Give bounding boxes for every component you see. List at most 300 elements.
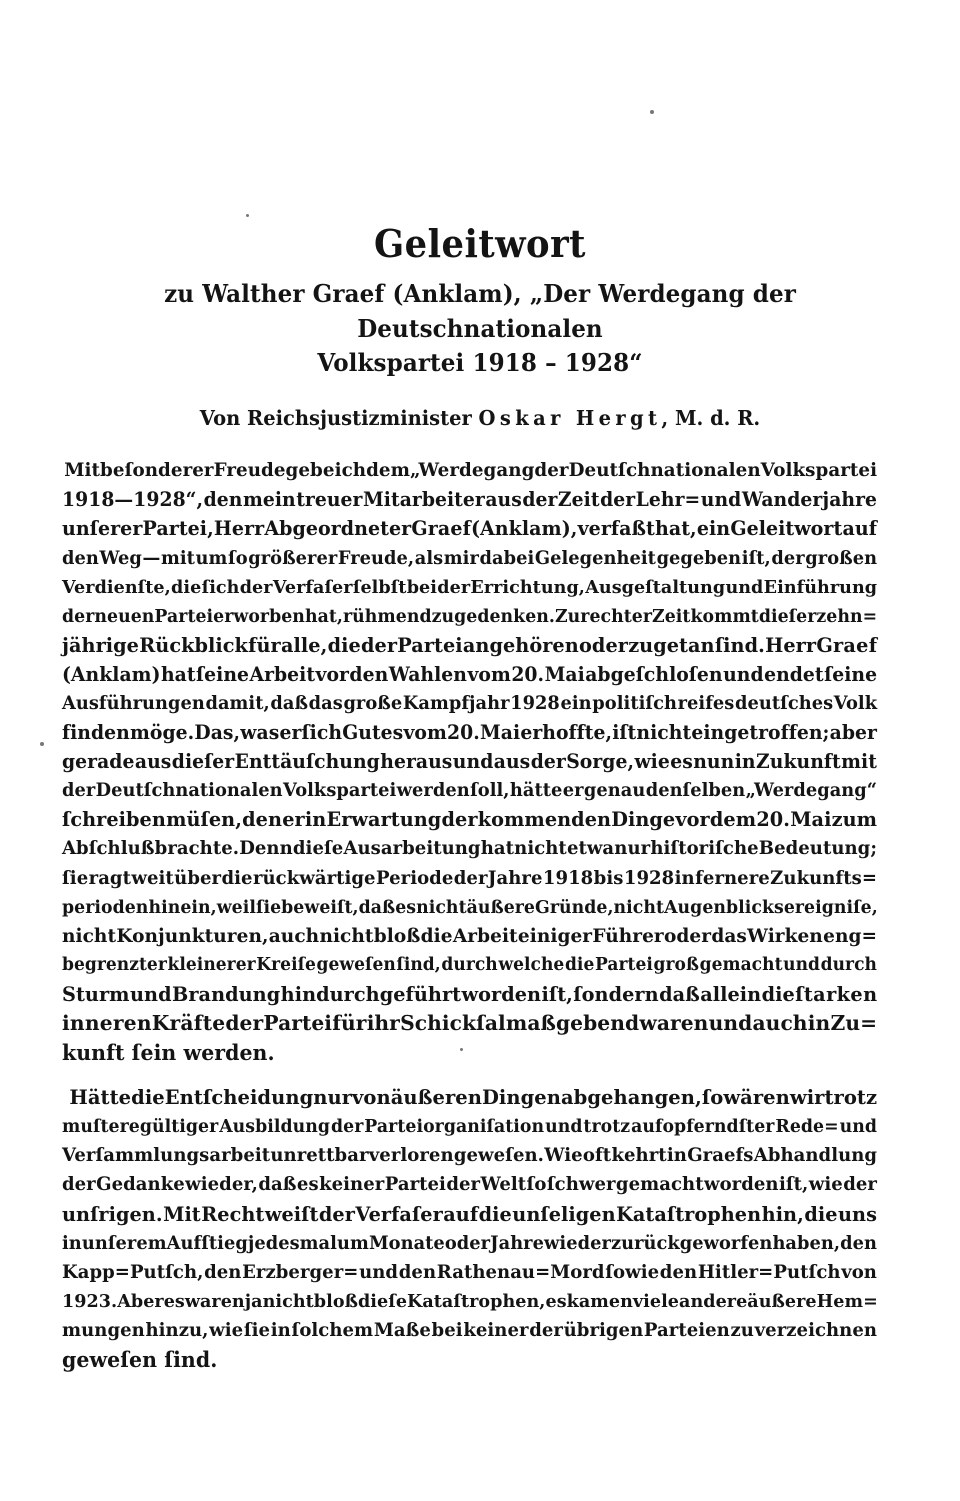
word: politiſch	[592, 692, 677, 714]
word: allein	[700, 981, 762, 1006]
word: rechter	[580, 605, 653, 627]
word: Mit	[64, 459, 101, 482]
word: n	[84, 1011, 100, 1036]
word: G	[816, 632, 833, 657]
word: ragt	[88, 867, 131, 889]
word: ſ	[795, 981, 804, 1006]
word: Maße	[373, 1319, 431, 1341]
word: die	[420, 924, 453, 947]
word: ä	[180, 1011, 194, 1036]
word: a	[813, 981, 826, 1006]
word: den	[659, 1261, 698, 1283]
word: deutſches	[735, 692, 834, 714]
text-line	[62, 1316, 877, 1345]
word: der	[361, 632, 398, 657]
word: hin,	[761, 1201, 804, 1226]
word: Freude,	[337, 547, 415, 569]
word: Volkspartei	[282, 780, 397, 802]
scan-speckle	[40, 742, 44, 746]
word: von	[352, 1085, 391, 1110]
word: daß	[659, 981, 700, 1006]
text-line	[62, 980, 877, 1009]
word: der	[600, 488, 636, 512]
word: Errichtung,	[470, 576, 585, 598]
word: das	[308, 692, 343, 714]
word: es	[296, 1174, 319, 1196]
word: gedenken.	[454, 605, 555, 627]
word: Kataſtrophen	[616, 1201, 762, 1226]
word: Erwartung	[326, 807, 442, 832]
word: es	[670, 750, 693, 774]
word: kleinerer	[167, 954, 256, 975]
text-line	[62, 485, 877, 514]
word: den	[398, 1261, 437, 1283]
word: iſt,	[541, 981, 573, 1006]
word: r	[112, 1011, 124, 1036]
word: Zu=	[830, 1011, 878, 1036]
word: ſind,	[396, 954, 441, 975]
word: Partei	[384, 1174, 446, 1196]
word: die	[327, 632, 361, 657]
word: Sorge,	[566, 750, 635, 774]
word: Deutſchnationalen	[568, 459, 761, 482]
word: e	[856, 632, 869, 657]
word: es	[395, 896, 417, 918]
word: das	[711, 924, 747, 947]
word: er	[282, 807, 305, 832]
word: hinein,	[148, 896, 217, 918]
word: zu	[431, 605, 455, 627]
word: oft	[582, 1145, 612, 1167]
word: maßgebend	[505, 1011, 640, 1036]
byline-author: Oskar Hergt	[478, 406, 662, 431]
word: etwa	[566, 838, 615, 860]
word: gebe	[285, 459, 335, 482]
word: mit	[160, 547, 195, 569]
word: n	[863, 981, 878, 1006]
word: ſo	[526, 1174, 547, 1196]
word: f	[193, 1011, 203, 1036]
word: Recht	[201, 1201, 265, 1226]
word: 1918	[542, 867, 594, 889]
word: möge.	[130, 721, 195, 745]
word: es	[545, 1290, 567, 1312]
word: zu	[730, 1319, 754, 1341]
word: Graefs	[687, 1145, 754, 1167]
word: Abgeordneter	[264, 517, 412, 541]
word: unſerer	[62, 517, 143, 541]
paragraph-indent	[62, 1083, 69, 1112]
word: Mai	[544, 662, 585, 686]
word: Rathenau=Mord	[436, 1261, 605, 1283]
word: r	[169, 1011, 181, 1036]
word: den	[242, 807, 283, 832]
page-content	[62, 0, 898, 1374]
word: 20.	[447, 721, 480, 745]
word: der	[318, 1201, 355, 1226]
word: in	[62, 1232, 82, 1254]
word: ſelbſt	[352, 576, 407, 598]
word: die	[221, 867, 253, 889]
word: mit	[841, 750, 877, 774]
word: verfaßt	[577, 517, 655, 541]
word: Partei	[594, 954, 653, 975]
word: werden	[396, 780, 470, 802]
word: der	[534, 459, 569, 482]
word: Gründe,	[534, 896, 614, 918]
text-line	[62, 893, 877, 922]
word: Einführung	[763, 576, 878, 598]
word: i	[62, 1011, 70, 1036]
word: aus	[134, 750, 172, 774]
page-subtitle	[87, 277, 873, 381]
word: den	[204, 1261, 242, 1283]
word: nun	[693, 750, 735, 774]
word: vor	[315, 662, 349, 686]
word: in	[270, 1319, 291, 1341]
word: oder	[579, 632, 628, 657]
word: er	[562, 780, 584, 802]
word: keiner	[463, 1319, 529, 1341]
word: unſeligen	[512, 1201, 616, 1226]
word: (Anklam),	[470, 517, 578, 541]
word: f	[462, 517, 471, 541]
text-line	[62, 660, 877, 689]
page-subtitle-line-1: zu Walther Graef (Anklam), „Der Werdegang der Deutschnationalen	[164, 278, 796, 343]
word: nicht	[636, 721, 692, 745]
word: es	[163, 1290, 185, 1312]
word: er	[279, 721, 302, 745]
word: (Anklam)	[62, 662, 161, 686]
word: hiſtoriſche	[650, 838, 759, 860]
word: trotz	[824, 1085, 878, 1110]
word: die	[804, 1201, 838, 1226]
word: Aufſtieg	[166, 1232, 248, 1254]
word: geweſen	[316, 954, 396, 975]
word: r	[833, 632, 844, 657]
text-line	[62, 544, 877, 573]
word: Enttäuſchung	[234, 750, 380, 774]
word: eingetroffen;	[691, 721, 830, 745]
text-line	[62, 514, 877, 543]
word: unſrigen.	[62, 1201, 163, 1226]
word: worden	[703, 1174, 779, 1196]
word: a	[437, 517, 451, 541]
word: wie	[634, 750, 670, 774]
page-title: Geleitwort	[374, 221, 586, 266]
word: äußere	[747, 1290, 817, 1312]
word: ſoll,	[470, 780, 510, 802]
word: n	[136, 1011, 152, 1036]
word: waren	[639, 1011, 709, 1036]
word: Gelegenheit	[534, 547, 656, 569]
word: 1918—1928“,	[62, 488, 204, 512]
text-line: kunft ſein werden.	[62, 1040, 275, 1066]
word: t	[202, 1011, 213, 1036]
word: Mitarbeiter	[362, 488, 485, 512]
word: eng=	[823, 924, 878, 947]
word: dieſe	[292, 838, 344, 860]
word: wir	[789, 1085, 825, 1110]
word: unrettbar	[270, 1145, 369, 1167]
word: Volkspartei	[760, 459, 878, 482]
word: ich	[334, 459, 367, 482]
word: Weg	[99, 547, 142, 569]
word: hinzu,	[145, 1319, 209, 1341]
text-line	[62, 1229, 877, 1258]
word: uns	[837, 1201, 877, 1226]
word: der	[62, 605, 95, 627]
word: müſen,	[166, 807, 242, 832]
word: äußere	[466, 896, 535, 918]
word: Gutes	[342, 721, 404, 745]
word: ſeine	[196, 662, 250, 686]
word: der	[62, 1174, 96, 1196]
word: kommt	[690, 605, 759, 627]
word: heraus	[380, 750, 453, 774]
word: Rede=	[775, 1116, 839, 1138]
word: auch	[752, 1011, 808, 1036]
word: waren	[184, 1290, 245, 1312]
word: Monate	[368, 1232, 445, 1254]
text-line	[62, 1170, 877, 1199]
word: reifes	[677, 692, 735, 714]
word: der	[437, 576, 471, 598]
text-line	[62, 456, 877, 485]
word: der	[529, 1319, 563, 1341]
word: hätte	[509, 780, 563, 802]
word: Abſchluß	[62, 838, 155, 860]
word: bei	[406, 576, 437, 598]
word: Kataſtrophen,	[407, 1290, 546, 1312]
word: und	[545, 1116, 583, 1138]
body-text	[62, 456, 898, 1374]
word: ſich	[301, 721, 343, 745]
word: mungen	[62, 1319, 145, 1341]
word: durch	[820, 954, 877, 975]
word: daß	[270, 692, 309, 714]
word: oder	[444, 1232, 491, 1254]
word: haben,	[772, 1232, 841, 1254]
word: muſteregültiger	[62, 1116, 219, 1138]
word: ein	[560, 692, 592, 714]
word: ſo	[228, 547, 248, 569]
word: aufopferndſter	[631, 1116, 775, 1138]
text-line	[62, 689, 877, 718]
word: zehn=	[816, 605, 878, 627]
text-line	[62, 631, 877, 660]
word: der	[530, 750, 566, 774]
word: der	[522, 488, 558, 512]
word: und	[723, 662, 764, 686]
word: Hätte	[69, 1085, 132, 1110]
word: Deutſchnationalen	[95, 780, 283, 802]
word: „Werdegang“	[745, 780, 878, 802]
word: für	[332, 1011, 367, 1036]
word: auf	[842, 517, 877, 541]
text-line	[62, 1112, 877, 1141]
word: G	[411, 517, 428, 541]
word: Zukunfts=	[770, 867, 877, 889]
word: äußeren	[390, 1085, 482, 1110]
word: Verfaſer	[355, 1201, 443, 1226]
word: neuen	[94, 605, 155, 627]
word: Verfaſer	[272, 576, 353, 598]
word: der	[62, 780, 96, 802]
word: und	[708, 1011, 753, 1036]
word: Wie	[544, 1145, 583, 1167]
word: in	[666, 1145, 687, 1167]
word: rückwärtige	[252, 867, 376, 889]
word: a	[843, 632, 856, 657]
word: Herr	[213, 517, 265, 541]
word: r	[826, 981, 837, 1006]
word: e	[123, 1011, 137, 1036]
word: nicht	[613, 896, 665, 918]
word: nicht	[262, 1290, 314, 1312]
word: bis	[593, 867, 624, 889]
word: aber	[829, 721, 877, 745]
word: alle,	[281, 632, 328, 657]
word: ſie	[255, 896, 282, 918]
word: Lehr=	[635, 488, 701, 512]
word: Jahre	[487, 867, 543, 889]
word: die	[131, 1085, 165, 1110]
word: gerade	[62, 750, 135, 774]
word: abgehangen,	[560, 1085, 702, 1110]
word: fernere	[695, 867, 770, 889]
word: für	[248, 632, 281, 657]
word: 1928	[510, 692, 560, 714]
word: wie	[808, 1174, 843, 1196]
word: ſchreiben	[62, 807, 166, 832]
word: durch	[441, 954, 498, 975]
word: hat	[160, 662, 196, 686]
byline-prefix: Von Reichsjustizminister	[199, 406, 472, 431]
word: nicht	[62, 924, 117, 947]
word: dem	[366, 459, 410, 482]
word: verzeichnen	[754, 1319, 878, 1341]
word: verloren	[368, 1145, 454, 1167]
word: der	[239, 576, 273, 598]
word: und	[452, 750, 494, 774]
word: gemacht	[615, 1174, 704, 1196]
text-line	[62, 1200, 877, 1229]
word: vom	[403, 721, 447, 745]
word: Zu	[554, 605, 581, 627]
word: Sturm	[62, 981, 130, 1006]
word: genau	[583, 780, 646, 802]
text-line	[62, 776, 877, 805]
word: Geleitwort	[730, 517, 843, 541]
word: dieſer	[758, 605, 817, 627]
word: Partei	[263, 1011, 333, 1036]
word: brachte.	[154, 838, 240, 860]
word: den	[840, 1232, 878, 1254]
word: ſind.	[714, 632, 765, 657]
word: der	[843, 1174, 877, 1196]
word: ſie	[62, 867, 89, 889]
word: endet	[764, 662, 824, 686]
word: Ausgeſtaltung	[585, 576, 726, 598]
word: dieſe	[357, 1290, 408, 1312]
word: Jahre	[490, 1232, 544, 1254]
text-line	[62, 602, 877, 631]
word: unſerem	[81, 1232, 167, 1254]
word: Herr	[765, 632, 817, 657]
word: daß	[358, 896, 396, 918]
word: Kapp=Putſch,	[62, 1261, 204, 1283]
word: Arbeit	[452, 924, 518, 947]
word: auch	[268, 924, 320, 947]
word: Arbeit	[249, 662, 316, 686]
word: t	[803, 981, 813, 1006]
word: Kampfjahr	[402, 692, 510, 714]
word: ſowie	[605, 1261, 660, 1283]
word: vom	[467, 662, 511, 686]
word: Partei,	[142, 517, 214, 541]
word: Entſcheidung	[164, 1085, 314, 1110]
word: wieder	[544, 1232, 611, 1254]
word: ein	[696, 517, 731, 541]
word: ja	[244, 1290, 263, 1312]
word: vor	[675, 807, 710, 832]
word: ſchwer	[546, 1174, 616, 1196]
text-line	[62, 951, 877, 980]
word: nicht	[514, 838, 567, 860]
word: von	[841, 1261, 877, 1283]
word: Zeit	[652, 605, 691, 627]
word: worden	[461, 981, 542, 1006]
word: n	[69, 1011, 85, 1036]
word: ſolchem	[291, 1319, 374, 1341]
word: kehrt	[611, 1145, 667, 1167]
word: bei	[431, 1319, 463, 1341]
word: wieder,	[185, 1174, 258, 1196]
word: iſt,	[741, 547, 771, 569]
word: der	[453, 867, 488, 889]
word: kamen	[566, 1290, 633, 1312]
word: Schickſal	[400, 1011, 506, 1036]
word: viele	[632, 1290, 680, 1312]
word: Mai	[790, 807, 832, 832]
word: ſeine	[824, 662, 878, 686]
word: groß	[653, 954, 699, 975]
word: Zeit	[557, 488, 600, 512]
word: zurückgeworfen	[610, 1232, 773, 1254]
word: nur	[313, 1085, 353, 1110]
word: gegeben	[656, 547, 742, 569]
word: Bedeutung;	[758, 838, 878, 860]
word: Hitler=Putſch	[697, 1261, 841, 1283]
text-line	[62, 747, 877, 776]
word: treuer	[296, 488, 363, 512]
word: um	[337, 1232, 369, 1254]
word: e	[212, 1011, 226, 1036]
word: beweiſt,	[281, 896, 359, 918]
word: Wirken	[747, 924, 823, 947]
word: e	[450, 517, 463, 541]
word: trotz	[583, 1116, 631, 1138]
word: abgeſchloſen	[585, 662, 723, 686]
word: bloß	[373, 924, 421, 947]
word: was	[240, 721, 280, 745]
text-line	[62, 1009, 877, 1038]
word: iſt	[612, 721, 637, 745]
byline-suffix: , M. d. R.	[661, 406, 761, 431]
word: über	[174, 867, 222, 889]
word: weit	[131, 867, 174, 889]
